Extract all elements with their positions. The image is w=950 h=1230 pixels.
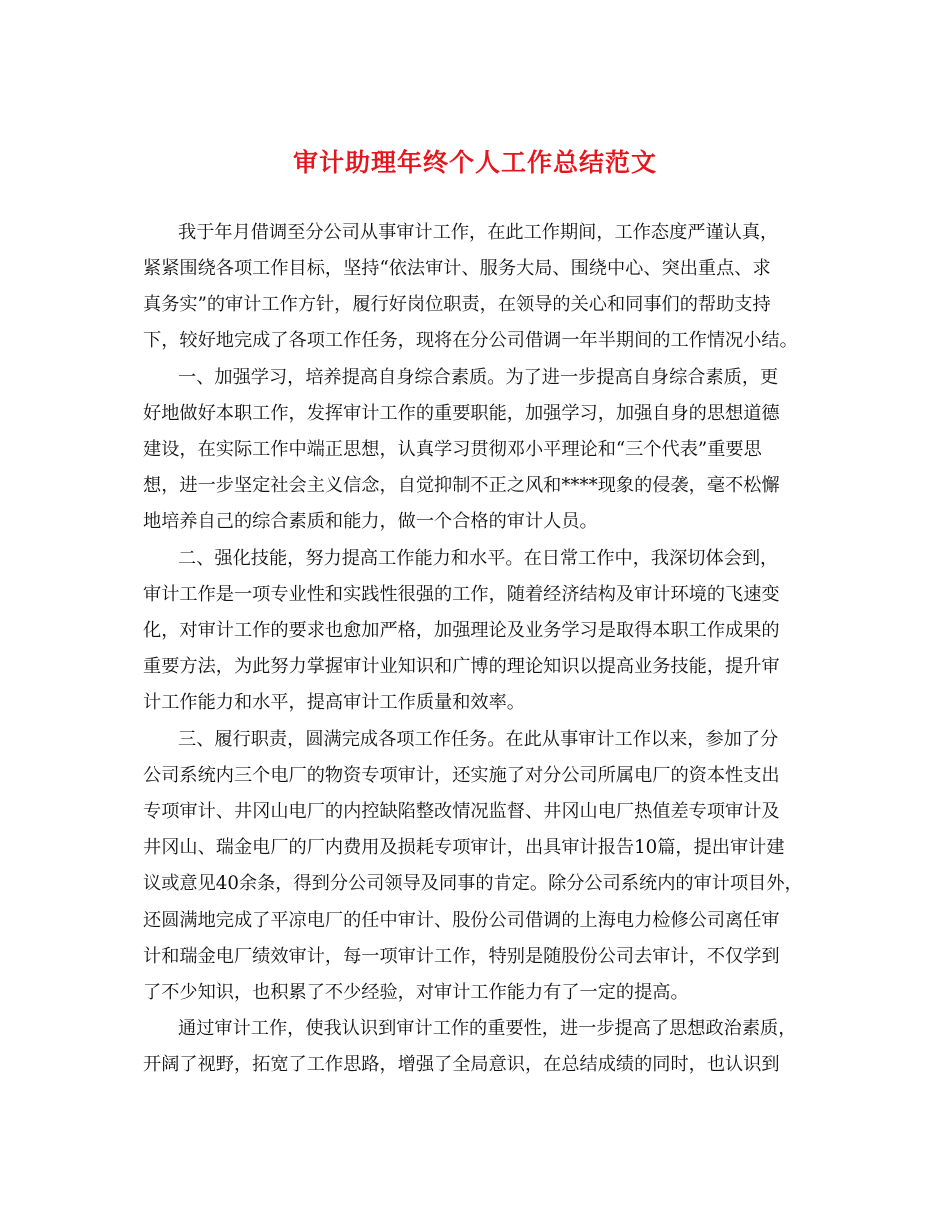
text-line: 紧紧围绕各项工作目标，坚持“依法审计、服务大局、围绕中心、突出重点、求 — [143, 258, 771, 279]
text-line: 专项审计、井冈山电厂的内控缺陷整改情况监督、井冈山电厂热值差专项审计及 — [143, 801, 780, 822]
text-line: 还圆满地完成了平凉电厂的任中审计、股份公司借调的上海电力检修公司离任审 — [143, 910, 780, 931]
text-line: 重要方法，为此努力掌握审计业知识和广博的理论知识以提高业务技能，提升审 — [143, 656, 780, 677]
text-line: 我于年月借调至分公司从事审计工作，在此工作期间，工作态度严谨认真， — [178, 222, 779, 243]
text-line: 一、加强学习，培养提高自身综合素质。为了进一步提高自身综合素质，更 — [178, 367, 779, 388]
text-line: 通过审计工作，使我认识到审计工作的重要性，进一步提高了思想政治素质， — [178, 1018, 797, 1039]
document-title: 审计助理年终个人工作总结范文 — [292, 148, 657, 177]
text-line: 审计工作是一项专业性和实践性很强的工作，随着经济结构及审计环境的飞速变 — [143, 584, 780, 605]
text-line: 开阔了视野，拓宽了工作思路，增强了全局意识，在总结成绩的同时，也认识到 — [143, 1054, 780, 1075]
text-line: 二、强化技能，努力提高工作能力和水平。在日常工作中，我深切体会到， — [178, 548, 779, 569]
text-line: 井冈山、瑞金电厂的厂内费用及损耗专项审计，出具审计报告10篇，提出审计建 — [143, 837, 785, 858]
text-line: 建设，在实际工作中端正思想，认真学习贯彻邓小平理论和“三个代表”重要思 — [143, 439, 762, 460]
text-line: 了不少知识，也积累了不少经验，对审计工作能力有了一定的提高。 — [143, 982, 689, 1003]
text-line: 地培养自己的综合素质和能力，做一个合格的审计人员。 — [143, 511, 598, 532]
text-line: 真务实”的审计工作方针，履行好岗位职责，在领导的关心和同事们的帮助支持 — [143, 294, 771, 315]
text-line: 好地做好本职工作，发挥审计工作的重要职能，加强学习，加强自身的思想道德 — [143, 403, 780, 424]
text-line: 议或意见40余条，得到分公司领导及同事的肯定。除分公司系统内的审计项目外， — [143, 873, 803, 894]
text-line: 想，进一步坚定社会主义信念，自觉抑制不正之风和****现象的侵袭，毫不松懈 — [143, 475, 780, 496]
text-line: 计工作能力和水平，提高审计工作质量和效率。 — [143, 692, 525, 713]
text-line: 三、履行职责，圆满完成各项工作任务。在此从事审计工作以来，参加了分 — [178, 729, 779, 750]
text-line: 计和瑞金电厂绩效审计，每一项审计工作，特别是随股份公司去审计，不仅学到 — [143, 946, 780, 967]
text-line: 下，较好地完成了各项工作任务，现将在分公司借调一年半期间的工作情况小结。 — [143, 330, 798, 351]
text-line: 公司系统内三个电厂的物资专项审计，还实施了对分公司所属电厂的资本性支出 — [143, 765, 780, 786]
text-line: 化，对审计工作的要求也愈加严格，加强理论及业务学习是取得本职工作成果的 — [143, 620, 780, 641]
